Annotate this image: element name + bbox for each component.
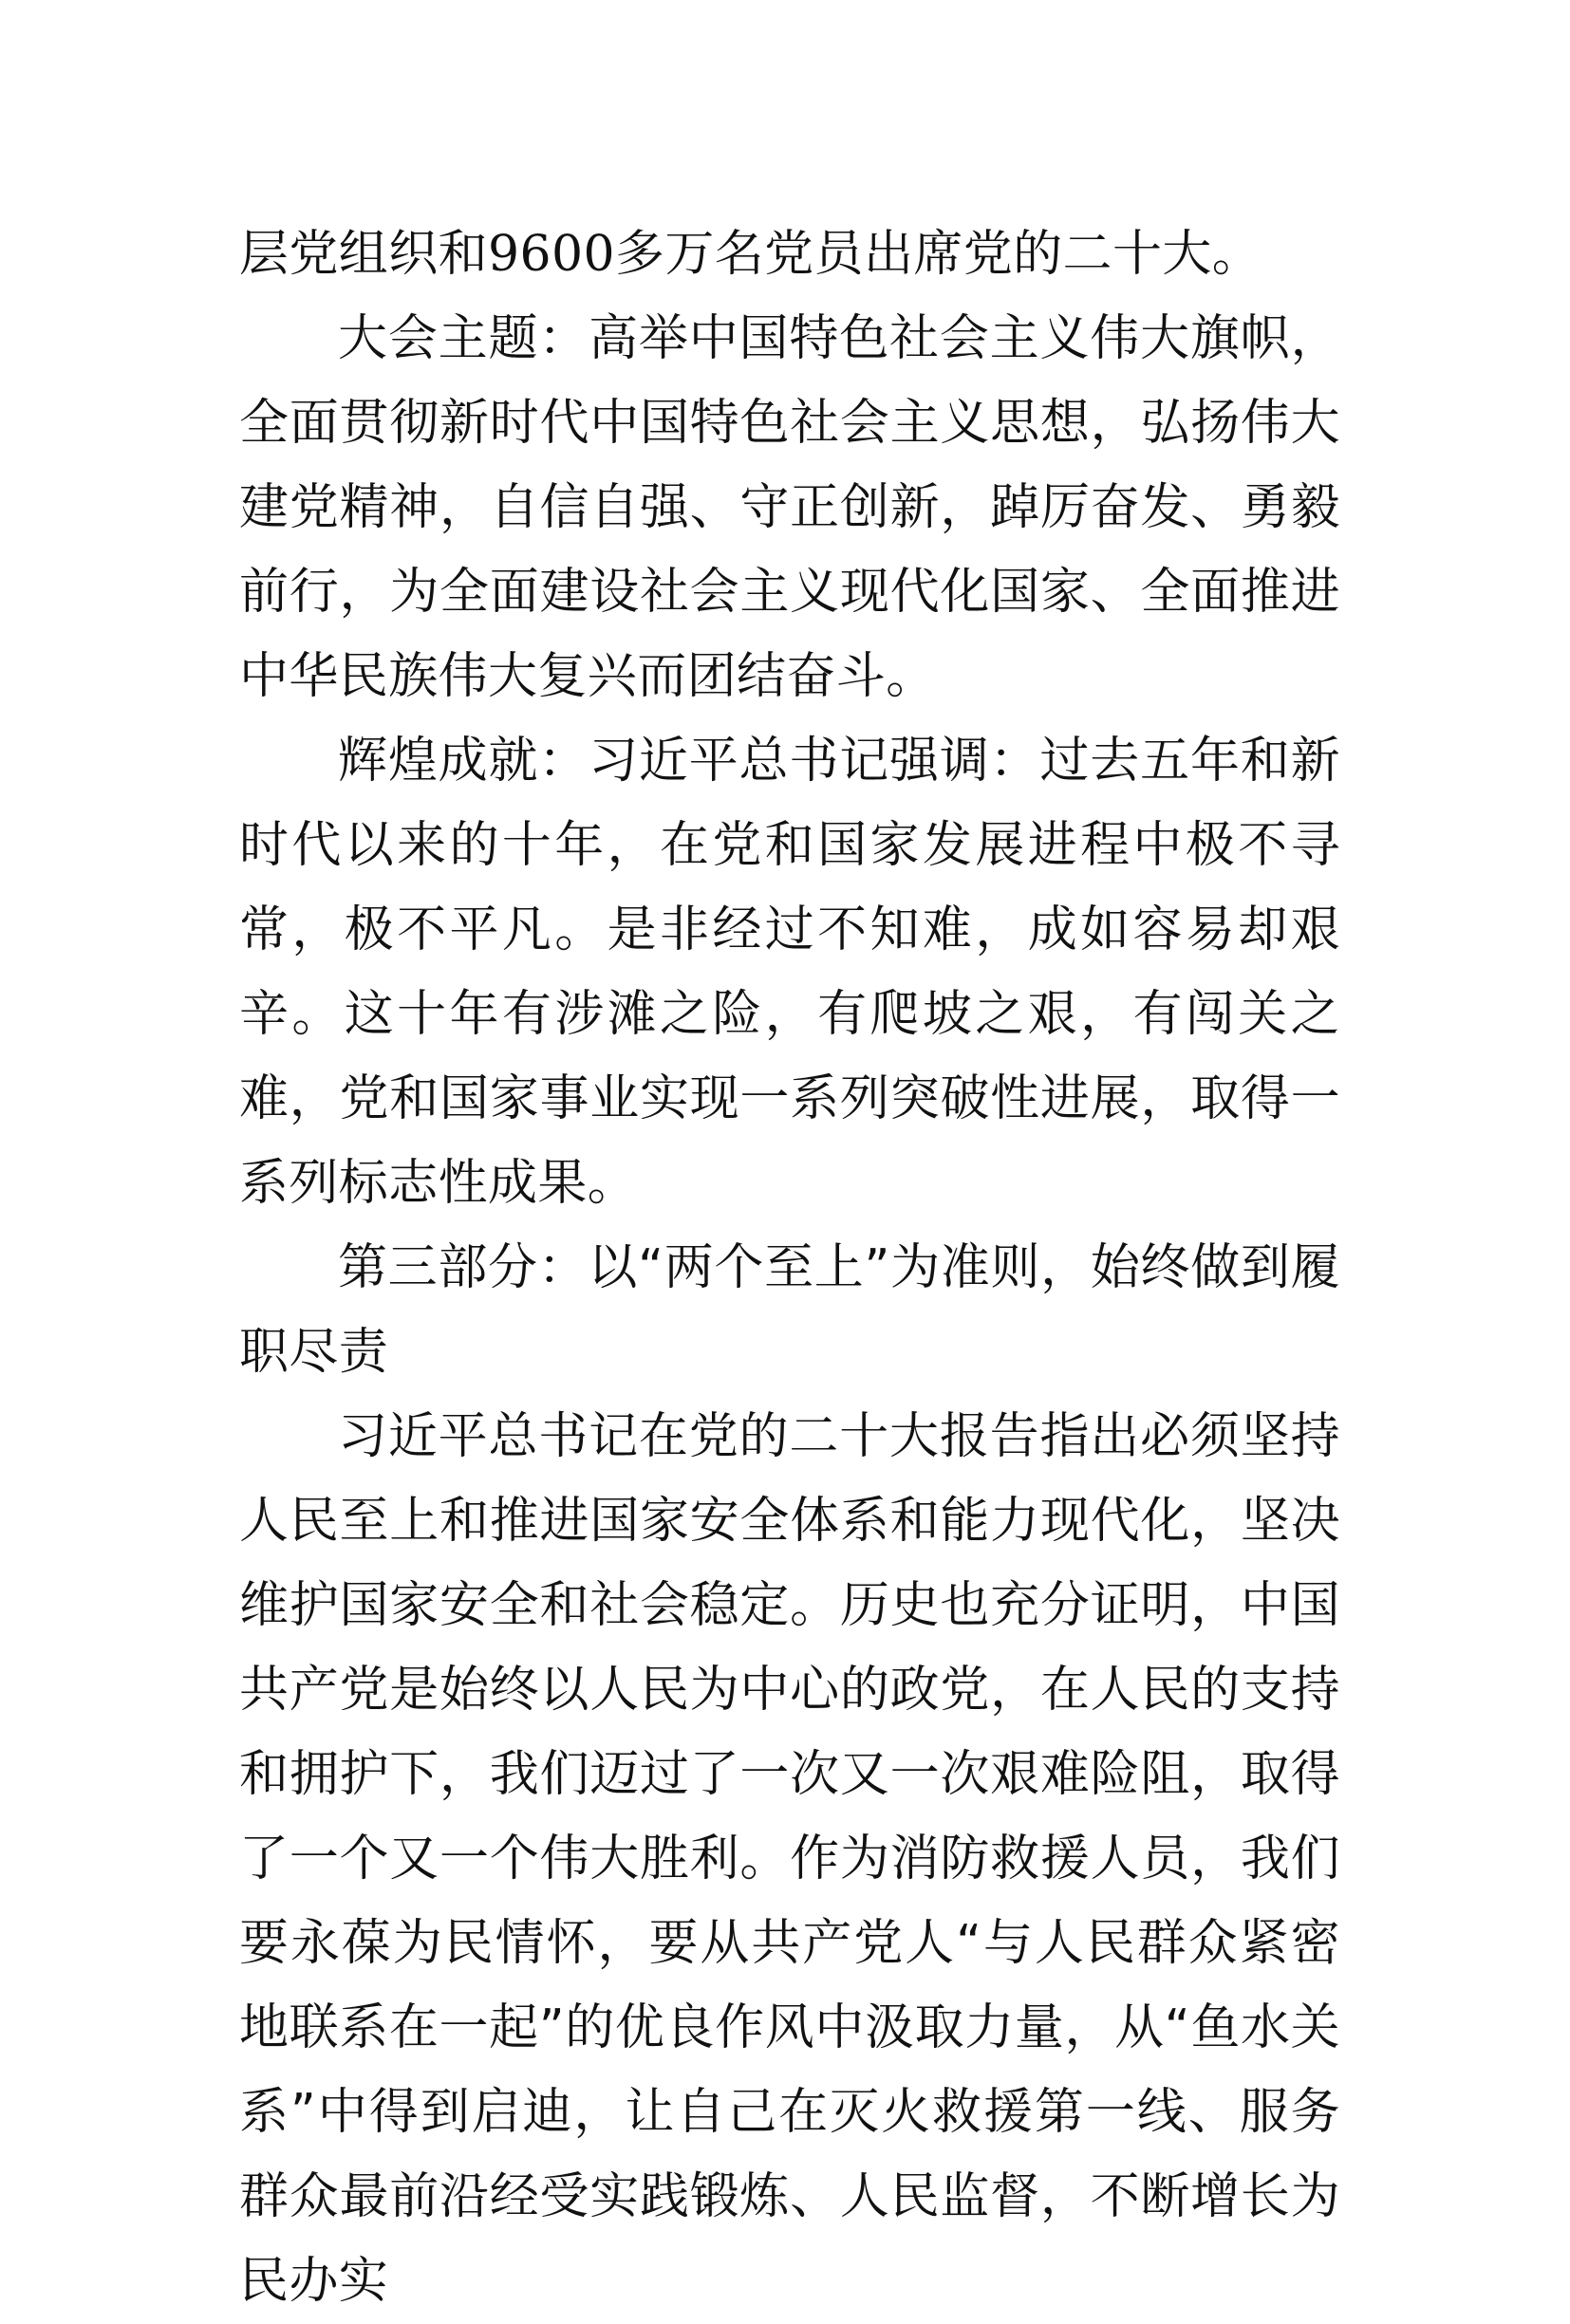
paragraph-attendance xyxy=(239,213,1340,297)
section-heading-part-three: 第三部分：以“两个至上”为准则，始终做到履职尽责 xyxy=(239,1239,1340,1381)
document-body xyxy=(239,213,1340,2324)
paragraph-people-first: 习近平总书记在党的二十大报告指出必须坚持人民至上和推进国家安全体系和能力现代化，坚决维护国家安全和社会稳定。历史也充分证明，中国共产党是始终以人民为中心的政党，在人民的支持和拥护下，我们迈过了一次又一次艰难险阻，取得了一个又一个伟大胜利。作为消防救援人员，我们要永葆为民情怀，要从共产党人“与人民群众紧密地联系在一起”的优良作风中汲取力量，从“鱼水关系”中得到启迪，让自己在灭火救援第一线、服务群众最前沿经受实践锻炼、人民监督，不断增长为民办实 xyxy=(239,1408,1340,2310)
attendance-text-end: 多万名党员出席党的二十大。 xyxy=(614,226,1262,283)
attendance-text-start: 层党组织和 xyxy=(239,226,489,283)
paragraph-achievements: 辉煌成就：习近平总书记强调：过去五年和新时代以来的十年，在党和国家发展进程中极不寻常，极不平凡。是非经过不知难，成如容易却艰辛。这十年有涉滩之险，有爬坡之艰，有闯关之难，党和国家事业实现一系列突破性进展，取得一系列标志性成果。 xyxy=(239,733,1340,1212)
paragraph-congress-theme: 大会主题：高举中国特色社会主义伟大旗帜，全面贯彻新时代中国特色社会主义思想，弘扬伟大建党精神，自信自强、守正创新，踔厉奋发、勇毅前行，为全面建设社会主义现代化国家、全面推进中华民族伟大复兴而团结奋斗。 xyxy=(239,310,1340,705)
member-count-number: 9600 xyxy=(488,226,615,283)
